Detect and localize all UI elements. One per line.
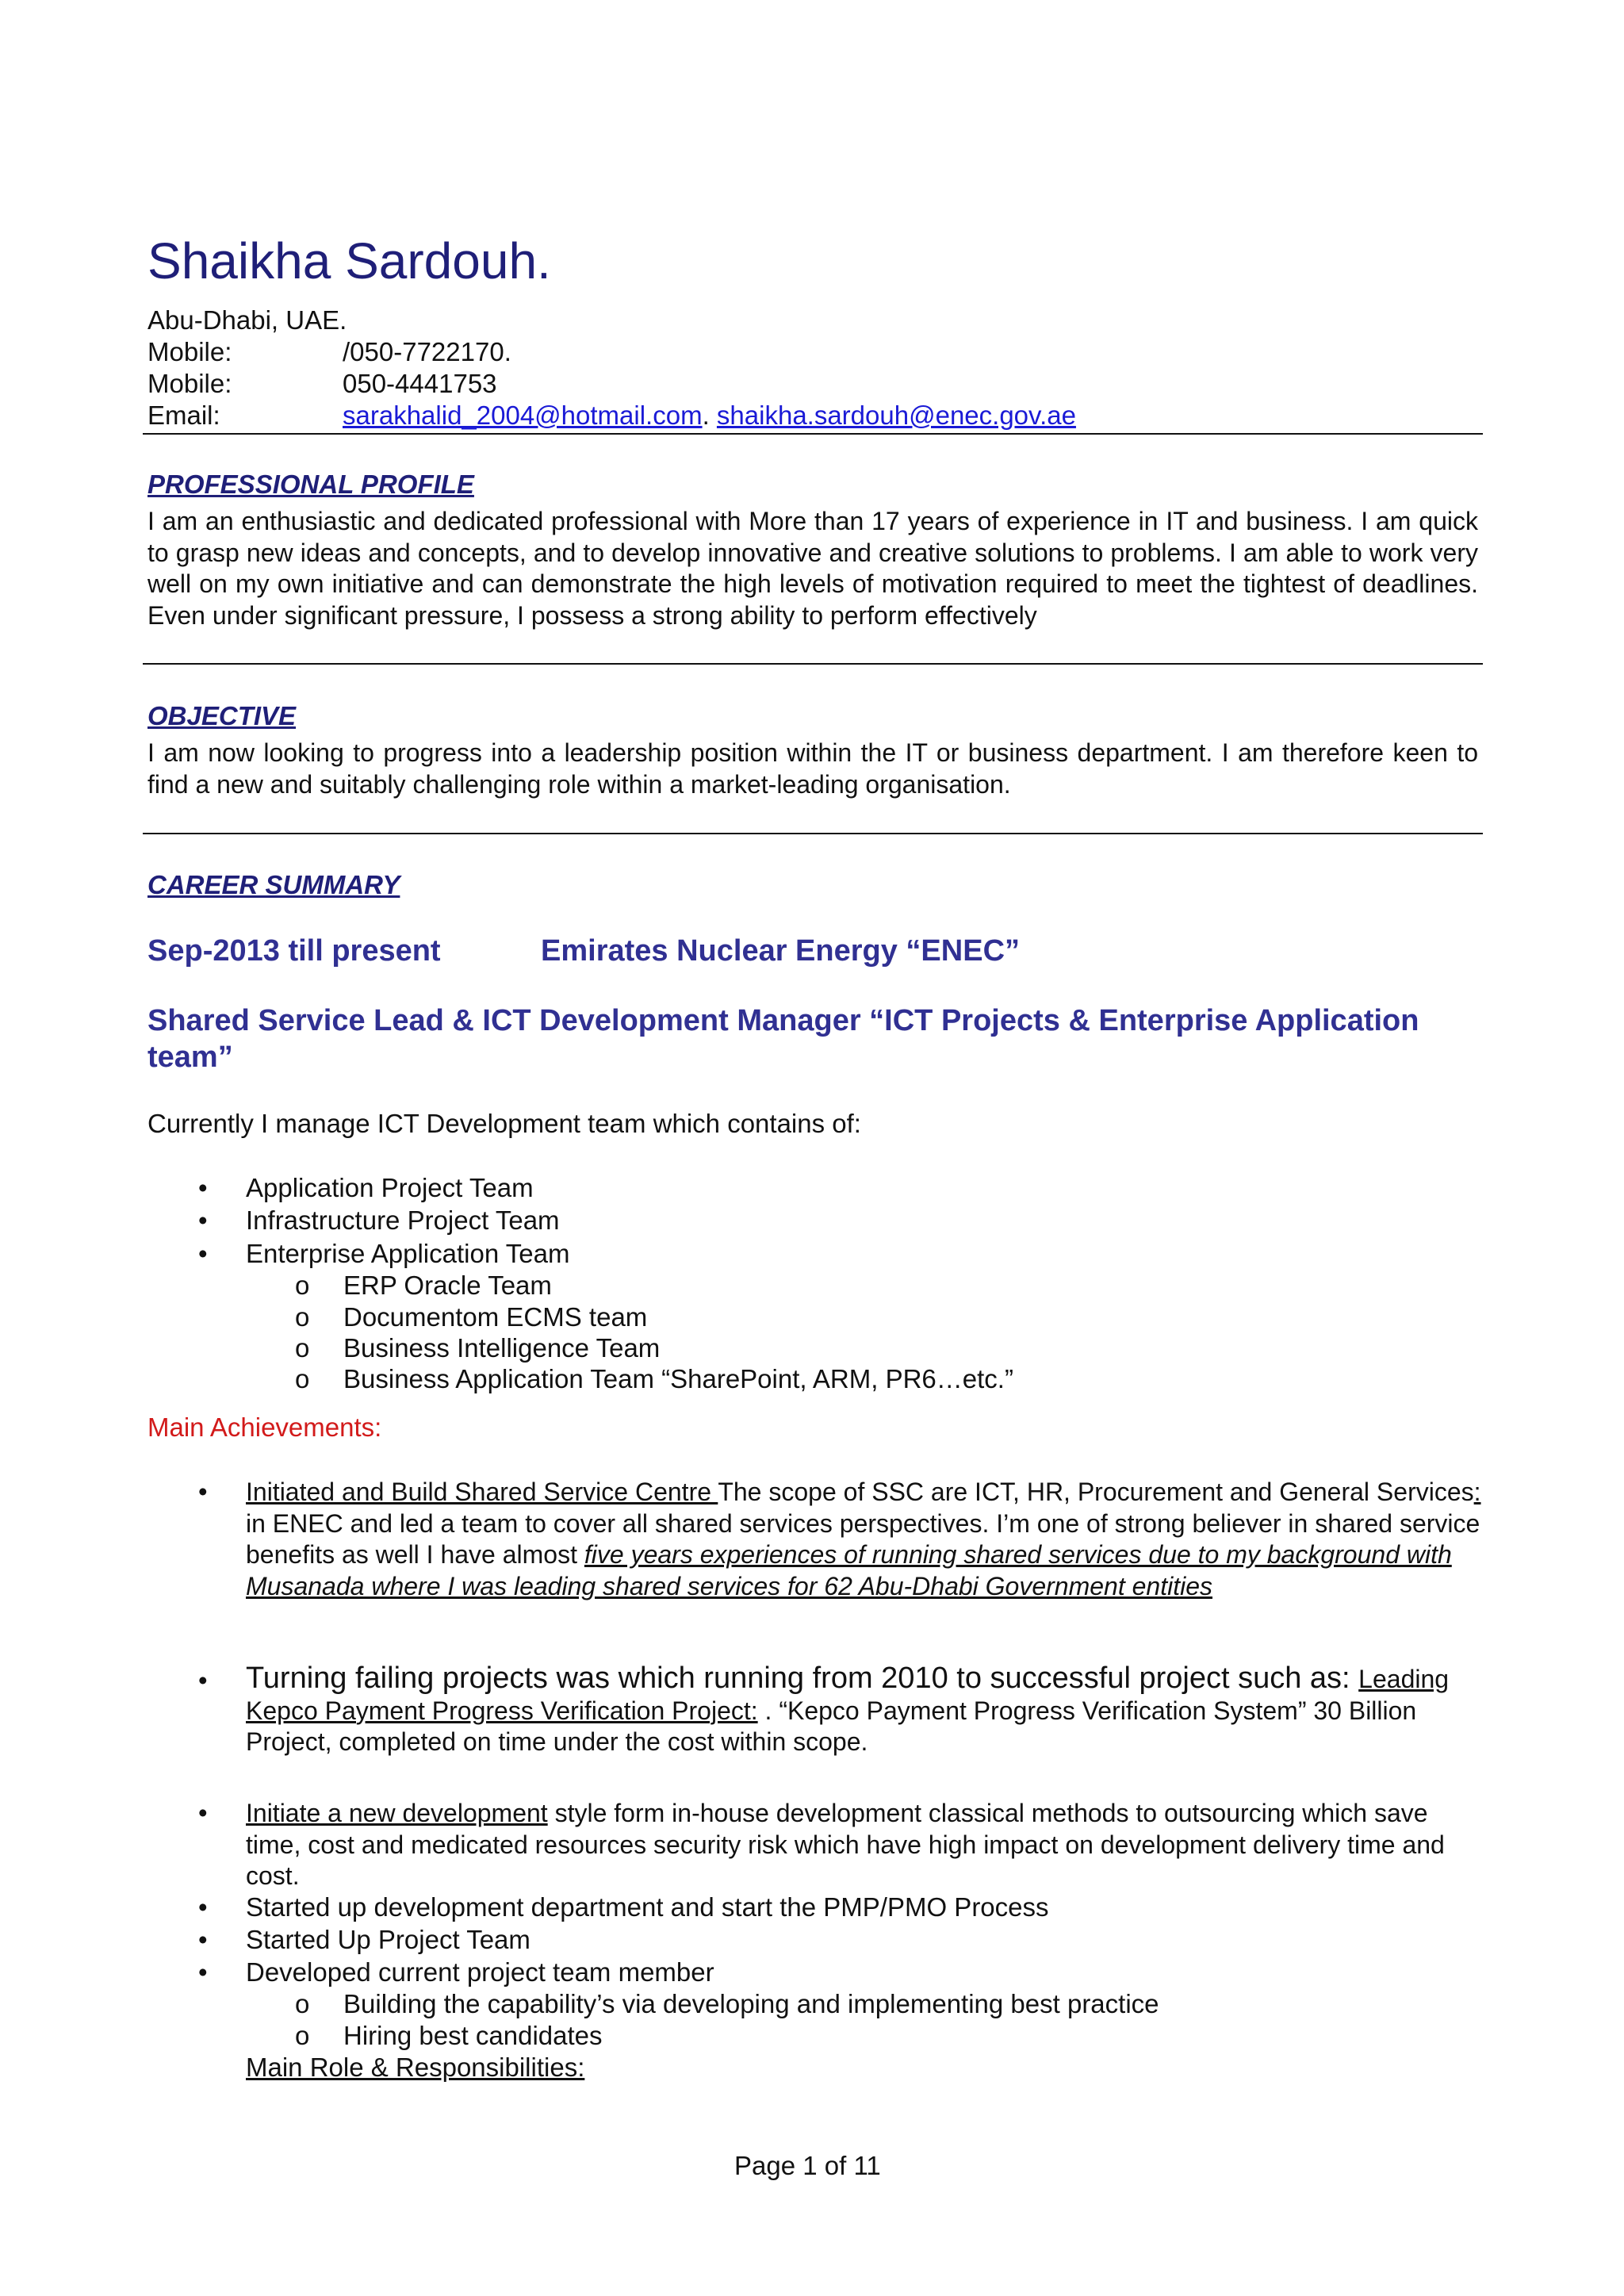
team-item: Application Project Team	[246, 1173, 534, 1202]
achievement-text: . “Kepco Payment Progress Verification System” 30 Billion Project, completed on time under the cost within scope.	[246, 1696, 1417, 1756]
achievement-item: Started Up Project Team	[246, 1925, 530, 1954]
sub-bullet-marker: o	[295, 1364, 310, 1393]
bullet-marker: •	[198, 1798, 208, 1827]
job-company: Emirates Nuclear Energy “ENEC”	[541, 934, 1021, 968]
achievement-development	[246, 1798, 1483, 1892]
career-heading: CAREER SUMMARY	[147, 870, 400, 899]
achievement-colon: :	[1473, 1478, 1481, 1506]
mobile-number-2: 050-4441753	[343, 369, 497, 398]
subteam-item: ERP Oracle Team	[343, 1271, 552, 1300]
email-separator: .	[702, 401, 717, 430]
objective-text: I am now looking to progress into a leadership position within the IT or business department. I am therefore keen to find a new and suitably challenging role within a market-leading organisation.	[147, 738, 1478, 799]
roles-heading: Main Role & Responsibilities:	[246, 2053, 585, 2082]
achievement-lead: Initiate a new development	[246, 1799, 548, 1827]
page-number: Page 1 of 11	[734, 2151, 881, 2180]
job-role: Shared Service Lead & ICT Development Manager “ICT Projects & Enterprise Application team”	[147, 1004, 1419, 1074]
bullet-marker: •	[198, 1173, 208, 1202]
achievement-kepco	[246, 1663, 1483, 1758]
bullet-marker: •	[198, 1957, 208, 1987]
bullet-marker: •	[198, 1925, 208, 1954]
sub-bullet-marker: o	[295, 1271, 310, 1300]
candidate-name: Shaikha Sardouh.	[147, 232, 551, 289]
achievement-shared-service	[246, 1477, 1483, 1602]
email-link-enec[interactable]: shaikha.sardouh@enec.gov.ae	[716, 401, 1076, 430]
mobile-label: Mobile:	[147, 337, 232, 366]
objective-heading: OBJECTIVE	[147, 701, 297, 730]
subteam-item: Business Application Team “SharePoint, ARM, PR6…etc.”	[343, 1364, 1013, 1393]
team-item: Enterprise Application Team	[246, 1239, 570, 1268]
achievement-project: Leading Kepco Payment Progress Verification Project:	[246, 1665, 1450, 1725]
profile-divider	[143, 663, 1483, 665]
job-period: Sep-2013 till present	[147, 934, 441, 968]
subteam-item: Business Intelligence Team	[343, 1333, 661, 1363]
objective-divider	[143, 833, 1483, 834]
achievement-lead: Initiated and Build Shared Service Centre	[246, 1478, 718, 1506]
achievement-item: Started up development department and start the PMP/PMO Process	[246, 1892, 1049, 1922]
achievement-text: in ENEC and led a team to cover all shared services perspectives. I’m one of strong believer in shared service benefits as well I have almost	[246, 1508, 1480, 1569]
achievements-heading: Main Achievements:	[147, 1412, 382, 1442]
sub-bullet-marker: o	[295, 1989, 310, 2018]
bullet-marker: •	[198, 1477, 208, 1506]
mobile-number-1: /050-7722170.	[343, 337, 511, 366]
bullet-marker: •	[198, 1239, 208, 1268]
team-item: Infrastructure Project Team	[246, 1205, 560, 1235]
team-intro: Currently I manage ICT Development team which contains of:	[147, 1109, 861, 1138]
achievement-subitem: Hiring best candidates	[343, 2021, 603, 2050]
header-divider	[143, 433, 1483, 435]
achievement-item: Developed current project team member	[246, 1957, 714, 1987]
achievement-emphasis: five years experiences of running shared services due to my background with Musanada where I was leading shared services for 62 Abu-Dhabi Government entities	[246, 1540, 1452, 1600]
mobile-label: Mobile:	[147, 369, 232, 398]
bullet-marker: •	[198, 1665, 208, 1695]
sub-bullet-marker: o	[295, 1302, 310, 1332]
email-label: Email:	[147, 401, 220, 430]
sub-bullet-marker: o	[295, 1333, 310, 1363]
email-line	[343, 400, 1076, 431]
bullet-marker: •	[198, 1892, 208, 1922]
location: Abu-Dhabi, UAE.	[147, 305, 347, 335]
achievement-text: The scope of SSC are ICT, HR, Procurement and General Services	[718, 1478, 1474, 1506]
subteam-item: Documentom ECMS team	[343, 1302, 648, 1332]
sub-bullet-marker: o	[295, 2021, 310, 2050]
achievement-text: style form in-house development classical methods to outsourcing which save time, cost and medicated resources security risk which have high impact on development delivery time and cost.	[246, 1799, 1445, 1890]
email-link-hotmail[interactable]: sarakhalid_2004@hotmail.com	[343, 401, 703, 430]
profile-heading: PROFESSIONAL PROFILE	[147, 470, 474, 499]
bullet-marker: •	[198, 1205, 208, 1235]
profile-text: I am an enthusiastic and dedicated professional with More than 17 years of experience in IT and business. I am quick to grasp new ideas and concepts, and to develop innovative and creative solutions to problems. I am able to work very well on my own initiative and can demonstrate the high levels of motivation required to meet the tightest of deadlines. Even under significant pressure, I possess a strong ability to perform effectively	[147, 507, 1478, 630]
achievement-subitem: Building the capability’s via developing and implementing best practice	[343, 1989, 1159, 2018]
achievement-lead: Turning failing projects was which running from 2010 to successful project such as:	[246, 1662, 1359, 1695]
